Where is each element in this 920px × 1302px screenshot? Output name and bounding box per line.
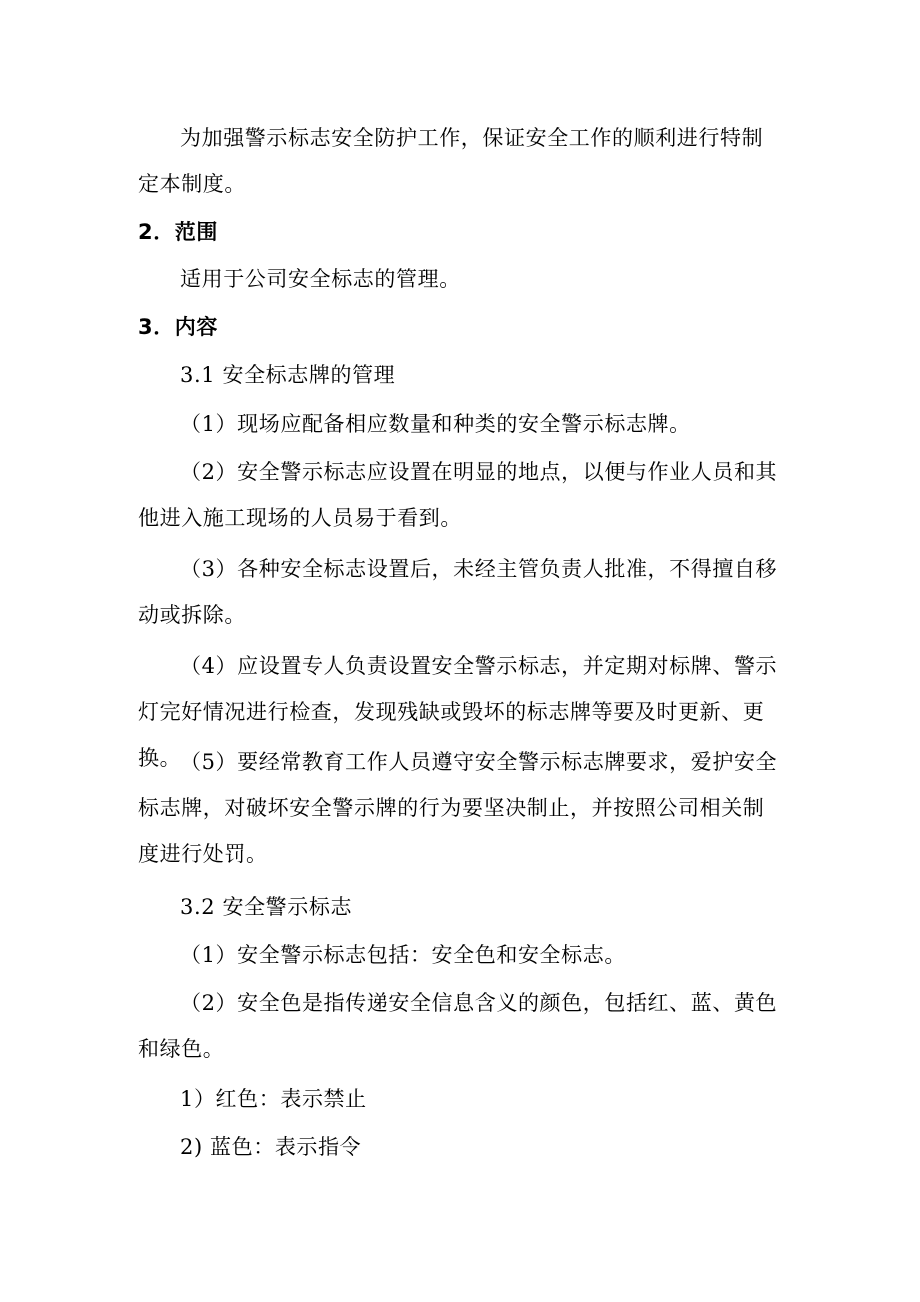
subsection-3-1-item-2: （2）安全警示标志应设置在明显的地点，以便与作业人员和其他进入施工现场的人员易于看到。: [138, 460, 778, 530]
subsection-3-1-title: 3.1 安全标志牌的管理: [180, 363, 396, 387]
section-3-heading: 3．内容: [138, 315, 219, 339]
subsection-3-1-item-4: （4）应设置专人负责设置安全警示标志，并定期对标牌、警示灯完好情况进行检查，发现残缺或毁坏的标志牌等要及时更新、更换。: [138, 654, 778, 770]
subsection-3-2-item-1: （1）安全警示标志包括：安全色和安全标志。: [180, 943, 626, 967]
subsection-3-2-item-2: （2）安全色是指传递安全信息含义的颜色，包括红、蓝、黄色和绿色。: [138, 991, 778, 1061]
subsection-3-2-title: 3.2 安全警示标志: [180, 895, 353, 919]
subsection-3-1-item-1: （1）现场应配备相应数量和种类的安全警示标志牌。: [180, 412, 691, 436]
subsection-3-1-item-3: （3）各种安全标志设置后，未经主管负责人批准，不得擅自移动或拆除。: [138, 557, 778, 627]
intro-paragraph: 为加强警示标志安全防护工作，保证安全工作的顺利进行特制定本制度。: [138, 126, 764, 196]
color-item-blue: 2) 蓝色：表示指令: [180, 1135, 362, 1159]
subsection-3-1-item-5: （5）要经常教育工作人员遵守安全警示标志牌要求，爱护安全标志牌，对破坏安全警示牌的行为要坚决制止，并按照公司相关制度进行处罚。: [138, 750, 778, 866]
section-2-heading: 2．范围: [138, 220, 219, 244]
section-2-body: 适用于公司安全标志的管理。: [180, 267, 461, 291]
color-item-red: 1）红色：表示禁止: [180, 1087, 367, 1111]
